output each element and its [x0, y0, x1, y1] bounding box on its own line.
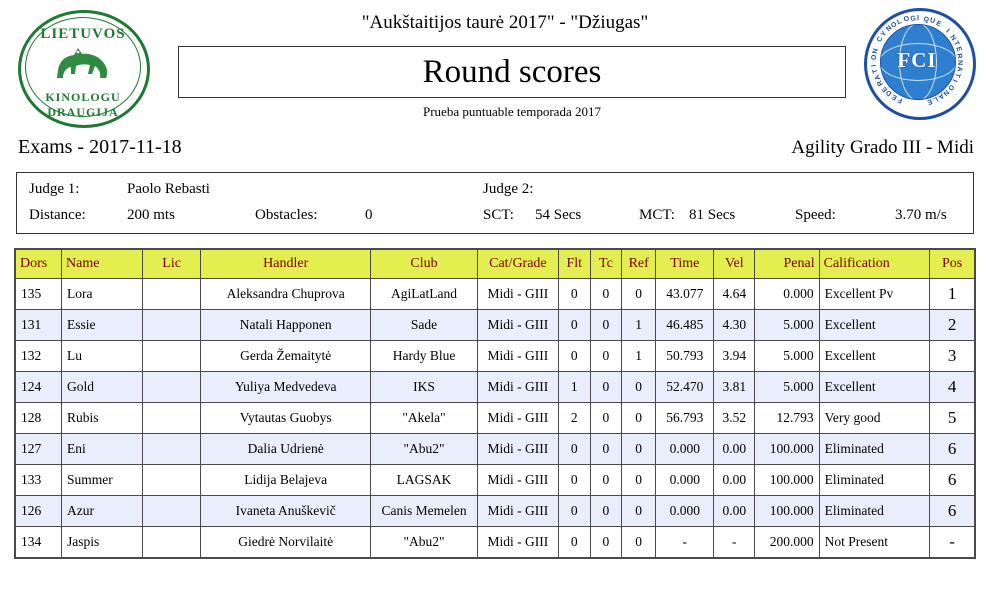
cell-tc: 0 [590, 310, 621, 341]
logo-text-bottom: KINOLOGU DRAUGIJA [45, 90, 121, 119]
table-row[interactable] [16, 341, 975, 372]
cell-flt: 1 [558, 372, 590, 403]
cell-club: "Akela" [371, 403, 478, 434]
cell-pos: 6 [930, 465, 975, 496]
cell-handler: Gerda Žemaitytė [201, 341, 371, 372]
cell-flt: 2 [558, 403, 590, 434]
cell-calif: Eliminated [819, 465, 930, 496]
cell-penal: 100.000 [755, 496, 819, 527]
cell-cat: Midi - GIII [478, 465, 559, 496]
col-header-club[interactable]: Club [371, 250, 478, 279]
cell-penal: 200.000 [755, 527, 819, 558]
cell-vel: 3.52 [714, 403, 755, 434]
cell-dors: 133 [16, 465, 62, 496]
table-row[interactable] [16, 434, 975, 465]
results-table [15, 249, 975, 558]
cell-tc: 0 [590, 279, 621, 310]
cell-vel: 0.00 [714, 465, 755, 496]
cell-calif: Excellent [819, 310, 930, 341]
fci-logo [864, 8, 976, 120]
judge1-value: Paolo Rebasti [127, 181, 210, 197]
cell-vel: 4.64 [714, 279, 755, 310]
lietuvos-kinologu-draugija-logo [14, 6, 152, 126]
cell-handler: Ivaneta Anuškevič [201, 496, 371, 527]
cell-cat: Midi - GIII [478, 403, 559, 434]
cell-pos: 4 [930, 372, 975, 403]
col-header-penal[interactable]: Penal [755, 250, 819, 279]
cell-time: 0.000 [656, 434, 714, 465]
mct-value: 81 Secs [689, 207, 736, 223]
cell-calif: Eliminated [819, 496, 930, 527]
cell-dors: 126 [16, 496, 62, 527]
cell-calif: Excellent [819, 372, 930, 403]
subtitle: Prueba puntuable temporada 2017 [423, 104, 601, 119]
cell-club: "Abu2" [371, 527, 478, 558]
cell-club: LAGSAK [371, 465, 478, 496]
cell-vel: 4.30 [714, 310, 755, 341]
cell-dors: 128 [16, 403, 62, 434]
cell-ref: 1 [622, 310, 656, 341]
cell-ref: 0 [622, 434, 656, 465]
cell-calif: Eliminated [819, 434, 930, 465]
cell-time: - [656, 527, 714, 558]
cell-lic [142, 527, 201, 558]
cell-lic [142, 341, 201, 372]
cell-name: Lora [62, 279, 143, 310]
distance-value: 200 mts [127, 207, 175, 223]
col-header-lic[interactable]: Lic [142, 250, 201, 279]
col-header-handler[interactable]: Handler [201, 250, 371, 279]
cell-lic [142, 434, 201, 465]
cell-penal: 12.793 [755, 403, 819, 434]
cell-vel: - [714, 527, 755, 558]
obstacles-label: Obstacles: [255, 207, 318, 223]
cell-cat: Midi - GIII [478, 310, 559, 341]
cell-name: Summer [62, 465, 143, 496]
cell-dors: 132 [16, 341, 62, 372]
cell-time: 0.000 [656, 465, 714, 496]
cell-tc: 0 [590, 465, 621, 496]
table-row[interactable] [16, 310, 975, 341]
round-title-box [178, 46, 846, 98]
cell-cat: Midi - GIII [478, 527, 559, 558]
cell-flt: 0 [558, 496, 590, 527]
cell-ref: 0 [622, 372, 656, 403]
cell-club: Sade [371, 310, 478, 341]
cell-tc: 0 [590, 496, 621, 527]
event-title: "Aukštaitijos taurė 2017" - "Džiugas" [361, 12, 649, 33]
cell-penal: 5.000 [755, 341, 819, 372]
cell-time: 52.470 [656, 372, 714, 403]
sct-label: SCT: [483, 207, 514, 223]
cell-pos: 3 [930, 341, 975, 372]
exam-category: Agility Grado III - Midi [791, 137, 974, 158]
cell-flt: 0 [558, 310, 590, 341]
cell-penal: 100.000 [755, 434, 819, 465]
cell-name: Eni [62, 434, 143, 465]
logo-text-top: LIETUVOS [40, 26, 126, 42]
judge1-label: Judge 1: [29, 181, 80, 197]
cell-vel: 0.00 [714, 496, 755, 527]
cell-club: IKS [371, 372, 478, 403]
cell-vel: 3.94 [714, 341, 755, 372]
cell-ref: 0 [622, 279, 656, 310]
cell-name: Gold [62, 372, 143, 403]
cell-time: 50.793 [656, 341, 714, 372]
cell-calif: Not Present [819, 527, 930, 558]
exam-row [0, 134, 990, 168]
cell-handler: Natali Happonen [201, 310, 371, 341]
exam-date: Exams - 2017-11-18 [18, 136, 182, 158]
table-header-row [16, 250, 975, 279]
cell-club: Hardy Blue [371, 341, 478, 372]
cell-club: AgiLatLand [371, 279, 478, 310]
col-header-cat[interactable]: Cat/Grade [478, 250, 559, 279]
cell-flt: 0 [558, 279, 590, 310]
cell-dors: 127 [16, 434, 62, 465]
cell-lic [142, 372, 201, 403]
cell-calif: Excellent [819, 341, 930, 372]
cell-flt: 0 [558, 434, 590, 465]
cell-tc: 0 [590, 372, 621, 403]
col-header-pos[interactable]: Pos [930, 250, 975, 279]
page-header [0, 0, 990, 132]
col-header-vel[interactable]: Vel [714, 250, 755, 279]
dog-silhouette-icon [54, 40, 112, 80]
cell-vel: 3.81 [714, 372, 755, 403]
col-header-time[interactable]: Time [656, 250, 714, 279]
sct-value: 54 Secs [535, 207, 582, 223]
speed-value: 3.70 m/s [895, 207, 947, 223]
cell-flt: 0 [558, 341, 590, 372]
cell-time: 43.077 [656, 279, 714, 310]
cell-handler: Dalia Udrienė [201, 434, 371, 465]
col-header-name[interactable]: Name [62, 250, 143, 279]
cell-cat: Midi - GIII [478, 496, 559, 527]
table-row[interactable] [16, 403, 975, 434]
results-table-wrap [14, 248, 976, 559]
cell-pos: 5 [930, 403, 975, 434]
cell-name: Azur [62, 496, 143, 527]
cell-cat: Midi - GIII [478, 341, 559, 372]
cell-cat: Midi - GIII [478, 434, 559, 465]
cell-dors: 124 [16, 372, 62, 403]
judge-info-box [16, 172, 974, 234]
table-row[interactable] [16, 279, 975, 310]
cell-dors: 131 [16, 310, 62, 341]
table-row[interactable] [16, 496, 975, 527]
mct-label: MCT: [639, 207, 675, 223]
cell-flt: 0 [558, 465, 590, 496]
cell-lic [142, 465, 201, 496]
speed-label: Speed: [795, 207, 836, 223]
cell-club: Canis Memelen [371, 496, 478, 527]
cell-handler: Vytautas Guobys [201, 403, 371, 434]
col-header-ref[interactable]: Ref [622, 250, 656, 279]
cell-handler: Giedrė Norvilaitė [201, 527, 371, 558]
cell-tc: 0 [590, 527, 621, 558]
cell-lic [142, 403, 201, 434]
cell-cat: Midi - GIII [478, 372, 559, 403]
cell-handler: Lidija Belajeva [201, 465, 371, 496]
cell-name: Lu [62, 341, 143, 372]
cell-lic [142, 496, 201, 527]
cell-pos: - [930, 527, 975, 558]
cell-name: Rubis [62, 403, 143, 434]
cell-time: 0.000 [656, 496, 714, 527]
table-row[interactable] [16, 527, 975, 558]
table-row[interactable] [16, 372, 975, 403]
judge2-label: Judge 2: [483, 181, 534, 197]
cell-name: Jaspis [62, 527, 143, 558]
cell-penal: 5.000 [755, 372, 819, 403]
cell-pos: 2 [930, 310, 975, 341]
cell-time: 56.793 [656, 403, 714, 434]
cell-pos: 1 [930, 279, 975, 310]
cell-ref: 0 [622, 465, 656, 496]
col-header-dors[interactable]: Dors [16, 250, 62, 279]
cell-dors: 134 [16, 527, 62, 558]
cell-tc: 0 [590, 434, 621, 465]
results-table-body [16, 279, 975, 558]
cell-tc: 0 [590, 403, 621, 434]
cell-ref: 0 [622, 527, 656, 558]
distance-label: Distance: [29, 207, 86, 223]
cell-calif: Excellent Pv [819, 279, 930, 310]
fci-arc-text: F E D E R A T I O N C Y N O L O G I Q U E I N T E R N A T I O N A L E [871, 14, 964, 106]
cell-ref: 0 [622, 403, 656, 434]
cell-name: Essie [62, 310, 143, 341]
col-header-flt[interactable]: Flt [558, 250, 590, 279]
col-header-tc[interactable]: Tc [590, 250, 621, 279]
cell-pos: 6 [930, 496, 975, 527]
obstacles-value: 0 [365, 207, 373, 223]
cell-lic [142, 279, 201, 310]
cell-dors: 135 [16, 279, 62, 310]
cell-flt: 0 [558, 527, 590, 558]
cell-ref: 1 [622, 341, 656, 372]
cell-ref: 0 [622, 496, 656, 527]
cell-penal: 100.000 [755, 465, 819, 496]
fci-text: FCI [897, 48, 937, 72]
cell-handler: Yuliya Medvedeva [201, 372, 371, 403]
cell-time: 46.485 [656, 310, 714, 341]
col-header-calification[interactable]: Calification [819, 250, 930, 279]
page-title: Round scores [422, 53, 602, 90]
cell-handler: Aleksandra Chuprova [201, 279, 371, 310]
cell-calif: Very good [819, 403, 930, 434]
cell-club: "Abu2" [371, 434, 478, 465]
cell-tc: 0 [590, 341, 621, 372]
cell-penal: 5.000 [755, 310, 819, 341]
table-row[interactable] [16, 465, 975, 496]
cell-pos: 6 [930, 434, 975, 465]
cell-lic [142, 310, 201, 341]
cell-vel: 0.00 [714, 434, 755, 465]
cell-cat: Midi - GIII [478, 279, 559, 310]
cell-penal: 0.000 [755, 279, 819, 310]
